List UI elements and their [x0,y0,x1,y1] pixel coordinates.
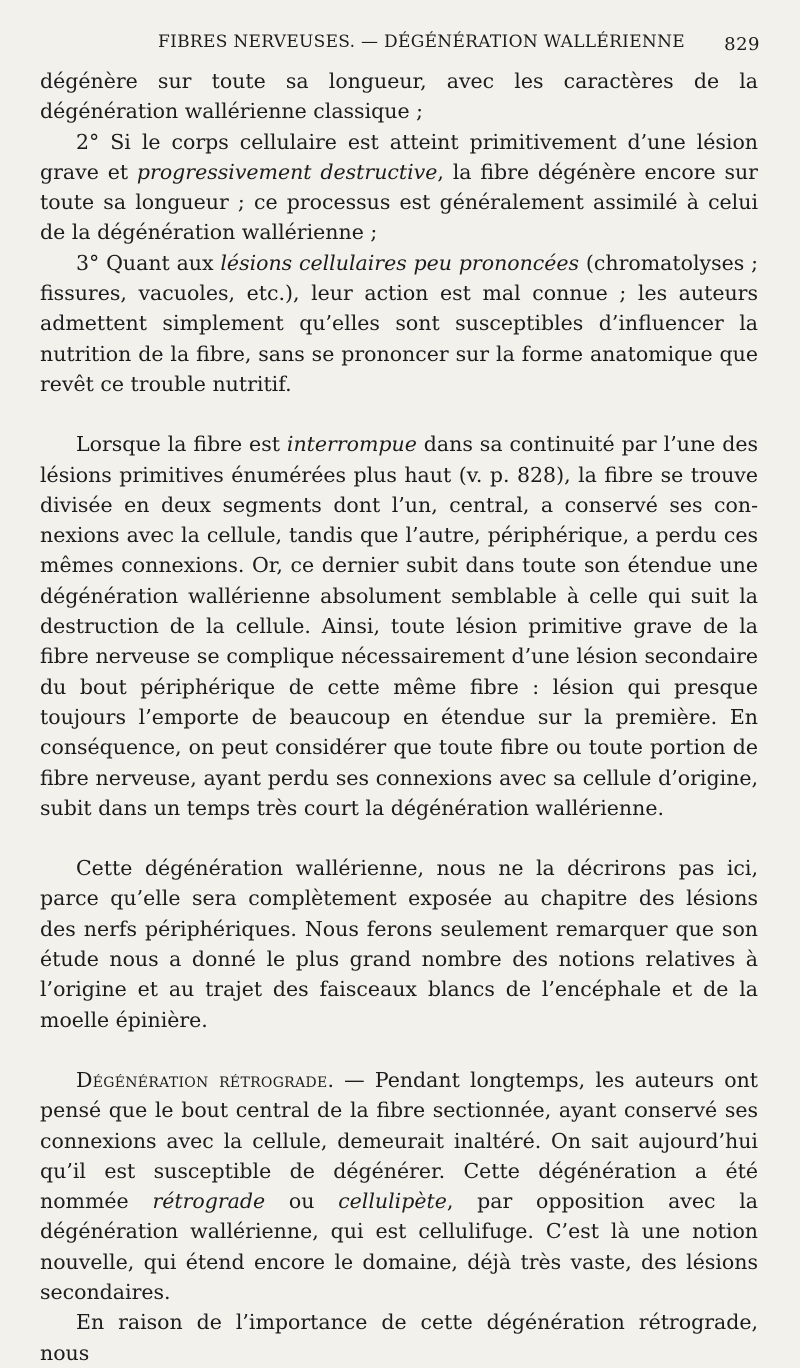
paragraph-retrograde: Dégénération rétrograde. — Pendant longtemps, les auteurs ont pensé que le bout central de la fibre sectionnée, ayant conservé ses connexions avec la cellule, demeurait inaltéré. On sait aujourd’hui qu’il est susceptible de dégénérer. Cette dégénération a été nommée rétrograde ou cellulipète, par opposition avec la dégénération wallérienne, qui est cellulifuge. C’est là une notion nouvelle, qui étend encore le domaine, déjà très vaste, des lésions secondaires. [40,1067,759,1304]
paragraph-wallerian: Cette dégénération wallérienne, nous ne la décrirons pas ici, parce qu’elle sera complètement exposée au chapitre des lésions des nerfs périphériques. Nous ferons seulement remarquer que son étude nous a donné le plus grand nombre des notions relatives à l’origine et au trajet des faisceaux blancs de l’encéphale et de la moelle épinière. [40,856,758,1032]
paragraph-continuation: dégénère sur toute sa longueur, avec les caractères de la dégénération wallérienne classique ; [40,69,758,124]
page-number: 829 [724,34,760,55]
paragraph-last: En raison de l’importance de cette dégénération rétrograde, nous [40,1310,758,1365]
body-text [40,66,758,1368]
paragraph-point-2: 2° Si le corps cellulaire est atteint primitivement d’une lésion grave et progressivement destructive, la fibre dégénère encore sur toute sa longueur ; ce processus est généralement assimilé à celui de la dégénération wallérienne ; [40,129,758,245]
paragraph-interrupted-fiber: Lorsque la fibre est interrompue dans sa continuité par l’une des lésions primitives énumérées plus haut (v. p. 828), la fibre se trouve divisée en deux segments dont l’un, central, a conservé ses connexions avec la cellule, tandis que l’autre, périphérique, a perdu ces mêmes connexions. Or, ce dernier subit dans toute son étendue une dégénération wallérienne absolument semblable à celle qui suit la destruction de la cellule. Ainsi, toute lésion primitive grave de la fibre nerveuse se complique nécessairement d’une lésion secondaire du bout périphérique de cette même fibre : lésion qui presque toujours l’emporte de beaucoup en étendue sur la première. En conséquence, on peut considérer que toute fibre ou toute portion de fibre nerveuse, ayant perdu ses connexions avec sa cellule d’origine, subit dans un temps très court la dégénération wallérienne. [40,432,758,820]
running-title: FIBRES NERVEUSES. — DÉGÉNÉRATION WALLÉRIENNE [158,32,685,52]
page-header [40,30,760,60]
paragraph-point-3: 3° Quant aux lésions cellulaires peu prononcées (chromatolyses ; fissures, vacuoles, etc.), leur action est mal connue ; les auteurs admettent simplement qu’elles sont susceptibles d’influencer la nutrition de la fibre, sans se prononcer sur la forme anatomique que revêt ce trouble nutritif. [40,250,758,396]
section-heading-retrograde: Dégénération rétrograde [76,1067,328,1092]
